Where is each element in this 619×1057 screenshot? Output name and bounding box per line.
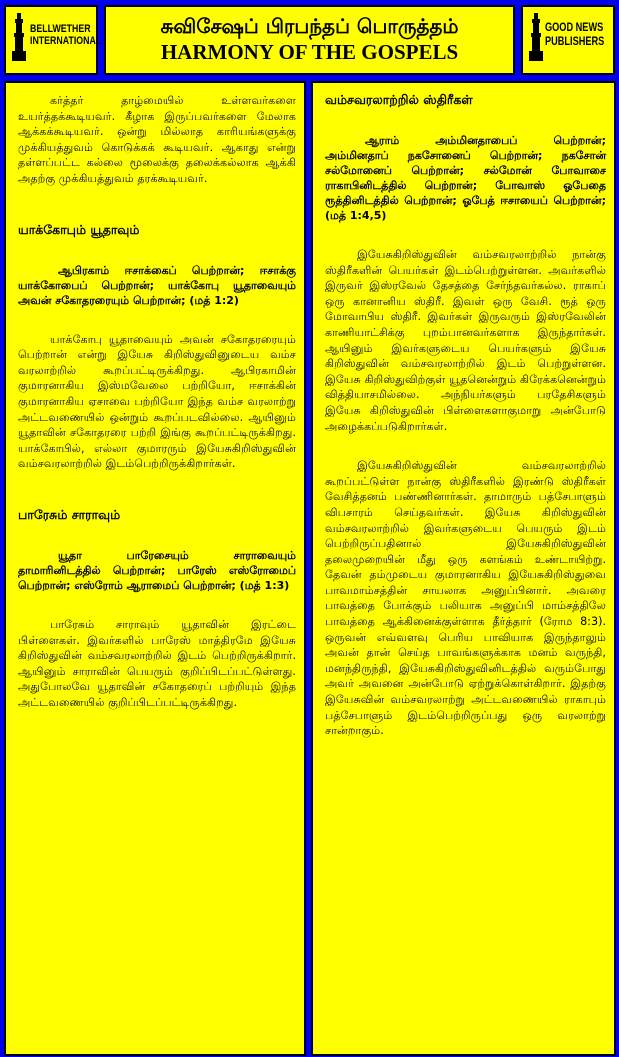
good-news-logo-line1: GOOD NEWS xyxy=(545,22,604,34)
body-paragraph-sinful-women: இயேசுகிறிஸ்துவின் வம்சவரலாற்றில் கூறப்பட்டுள்ள நான்கு ஸ்திரீகளில் இரண்டு ஸ்திரீகள் வேசித்தனம் பண்ணினார்கள். தாமாரும் பத்சேபாளும் விபசாரம் செய்தவர்கள். இயேசு கிறிஸ்துவின் வம்சவரலாற்றில் இவர்களுடைய பெயரும் இடம் பெற்றிருப்பதினால் இயேசுகிறிஸ்துவின் தலைமுறையின் மீது ஒரு களங்கம் உண்டாயிற்று. தேவன் தம்முடைய குமாரனாகிய இயேசுகிறிஸ்துவை பாவமாம்சத்தின் சாயலாக அனுப்பினார். அவரை பாவத்தை போக்கும் பலியாக அனுப்பி மாம்சத்திலே பாவத்தை ஆக்கினைக்குள்ளாக தீர்த்தார் (ரோம 8:3). ஒருவன் எவ்வளவு பெரிய பாவியாக இருந்தாலும் அவன் தான் செய்த பாவங்களுக்காக மனம் வருந்தி, மனந்திருந்தி, இயேசுகிறிஸ்துவினிடத்தில் வரும்போது அவர் அவனை அன்போடு ஏற்றுக்கொள்கிறார். இதற்கு இயேசுவின் வம்சவரலாற்று அட்டவணையில் ராகாபும் பத்சேபாளும் இடம்பெற்றிருப்பது ஒரு வரலாற்று சான்றாகும். xyxy=(325,459,606,738)
tower-icon xyxy=(529,13,543,61)
scripture-verse-mt-1-2: ஆபிரகாம் ஈசாக்கைப் பெற்றான்; ஈசாக்கு யாக்கோபைப் பெற்றான்; யாக்கோபு யூதாவையும் அவன் சகோதரரையும் பெற்றான்; (மத் 1:2) xyxy=(18,263,296,307)
bellwether-logo xyxy=(4,5,102,75)
section-heading-women-in-genealogy: வம்சவரலாற்றில் ஸ்திரீகள் xyxy=(325,92,473,107)
bellwether-logo-line1: BELLWETHER xyxy=(30,23,91,35)
scripture-verse-mt-1-3: யூதா பாரேசையும் சாராவையும் தாமாரினிடத்தில் பெற்றான்; பாரேஸ் எஸ்ரோமைப் பெற்றான்; எஸ்ரோம் ஆராமைப் பெற்றான்; (மத் 1:3) xyxy=(18,548,296,592)
section-heading-jacob-judah: யாக்கோபும் யூதாவும் xyxy=(18,221,140,237)
body-paragraph-perez-zerah: பாரேசும் சாராவும் யூதாவின் இரட்டை பிள்ளைகள். இவர்களில் பாரேஸ் மாத்திரமே இயேசு கிறிஸ்துவின் வம்சவரலாற்றில் இடம் பெற்றிருக்கிறார். ஆயினும் சாராவின் பெயரும் குறிப்பிடப்பட்டுள்ளது. அதுபோலவே யூதாவின் சகோதரைப் பற்றியும் இந்த அட்டவணையில் குறிப்பிடப்பட்டிருக்கிறது. xyxy=(18,617,296,709)
bellwether-logo-text xyxy=(30,23,101,47)
left-column xyxy=(4,81,306,1056)
page-title-english: HARMONY OF THE GOSPELS xyxy=(160,40,459,64)
good-news-logo-line2: PUBLISHERS xyxy=(545,36,605,48)
tower-icon xyxy=(12,13,26,61)
page-header xyxy=(0,0,619,82)
good-news-logo-text xyxy=(545,21,604,49)
intro-paragraph: கர்த்தர் தாழ்மையில் உள்ளவர்களை உயர்த்தக்கூடியவர். கீழாக இருப்பவர்களை மேலாக ஆக்கக்கூடியவர். ஒன்று மில்லாத காரியங்களுக்கு முக்கியத்துவம் கொடுக்கக் கூடியவர். ஆகாது என்று தள்ளப்பட்ட கல்லை மூலைக்கு தலைக்கல்லாக ஆக்கி அதற்கு முக்கியத்துவம் தரக்கூடியவர். xyxy=(18,94,296,185)
title-box xyxy=(104,5,515,75)
right-column xyxy=(311,81,616,1056)
good-news-logo xyxy=(521,5,615,75)
body-paragraph-foreign-women: இயேசுகிறிஸ்துவின் வம்சவரலாற்றில் நான்கு ஸ்திரீகளின் பெயர்கள் இடம்பெற்றுள்ளன. அவர்களில் இருவர் இஸ்ரவேல் தேசத்தை சேர்ந்தவர்கல்ல. ராகாப் ஒரு கானானிய ஸ்திரீ. இவள் ஒரு வேசி. ரூத் ஒரு மோவாபிய ஸ்திரீ. இவர்கள் இருவரும் இஸ்ரவேலின் காணியாட்சிக்கு புறம்பானவர்களாக இருந்தார்கள். ஆயினும் இவர்களுடைய பெயர்களும் இயேசு கிறிஸ்துவின் வம்சவரலாற்றில் இடம் பெற்றுள்ளன. இயேசு கிறிஸ்துவிற்குள் யூதனென்றும் கிரேக்கனென்றும் வித்தியாசமில்லை. அந்நியர்களும் பரதேசிகளும் இயேசு கிறிஸ்துவின் பிள்ளைகளாகுமாறு அன்போடு அழைக்கப்படுகிறார்கள். xyxy=(325,248,606,433)
section-heading-perez-zerah: பாரேசும் சாராவும் xyxy=(18,506,121,522)
bellwether-logo-line2: INTERNATIONAL xyxy=(30,35,102,47)
page-title-tamil: சுவிசேஷப் பிரபந்தப் பொருத்தம் xyxy=(160,14,459,38)
scripture-verse-mt-1-4-5: ஆராம் அம்மினதாபைப் பெற்றான்; அம்மினதாப் நகசோனைப் பெற்றான்; நகசோன் சல்மோனைப் பெற்றான்; சல்மோன் போவாசை ராகாபினிடத்தில் பெற்றான்; போவாஸ் ஓபேதை ரூத்தினிடத்தில் பெற்றான்; ஓபேத் ஈசாயைப் பெற்றான்; (மத் 1:4,5) xyxy=(325,134,606,222)
body-paragraph-jacob-judah: யாக்கோபு யூதாவையும் அவன் சகோதரரையும் பெற்றான் என்று இயேசு கிறிஸ்துவினுடைய வம்ச வரலாற்றில் கூறப்பட்டிருக்கிறது. ஆபிரகாமின் குமாரனாகிய இஸ்மவேலை பற்றியோ, ஈசாக்கின் குமாரனாகிய ஏசாவை பற்றியோ இந்த வம்ச வரலாற்று அட்டவணையில் ஒன்றும் கூறப்படவில்லை. ஆயினும் யூதாவின் சகோதரரை பற்றி இங்கு கூறப்பட்டிருக்கிறது. யாக்கோபில், எல்லா குமாரரும் இயேசுகிறிஸ்துவின் வம்சவரலாற்றில் இடம்பெற்றிருக்கிறார்கள். xyxy=(18,332,296,471)
